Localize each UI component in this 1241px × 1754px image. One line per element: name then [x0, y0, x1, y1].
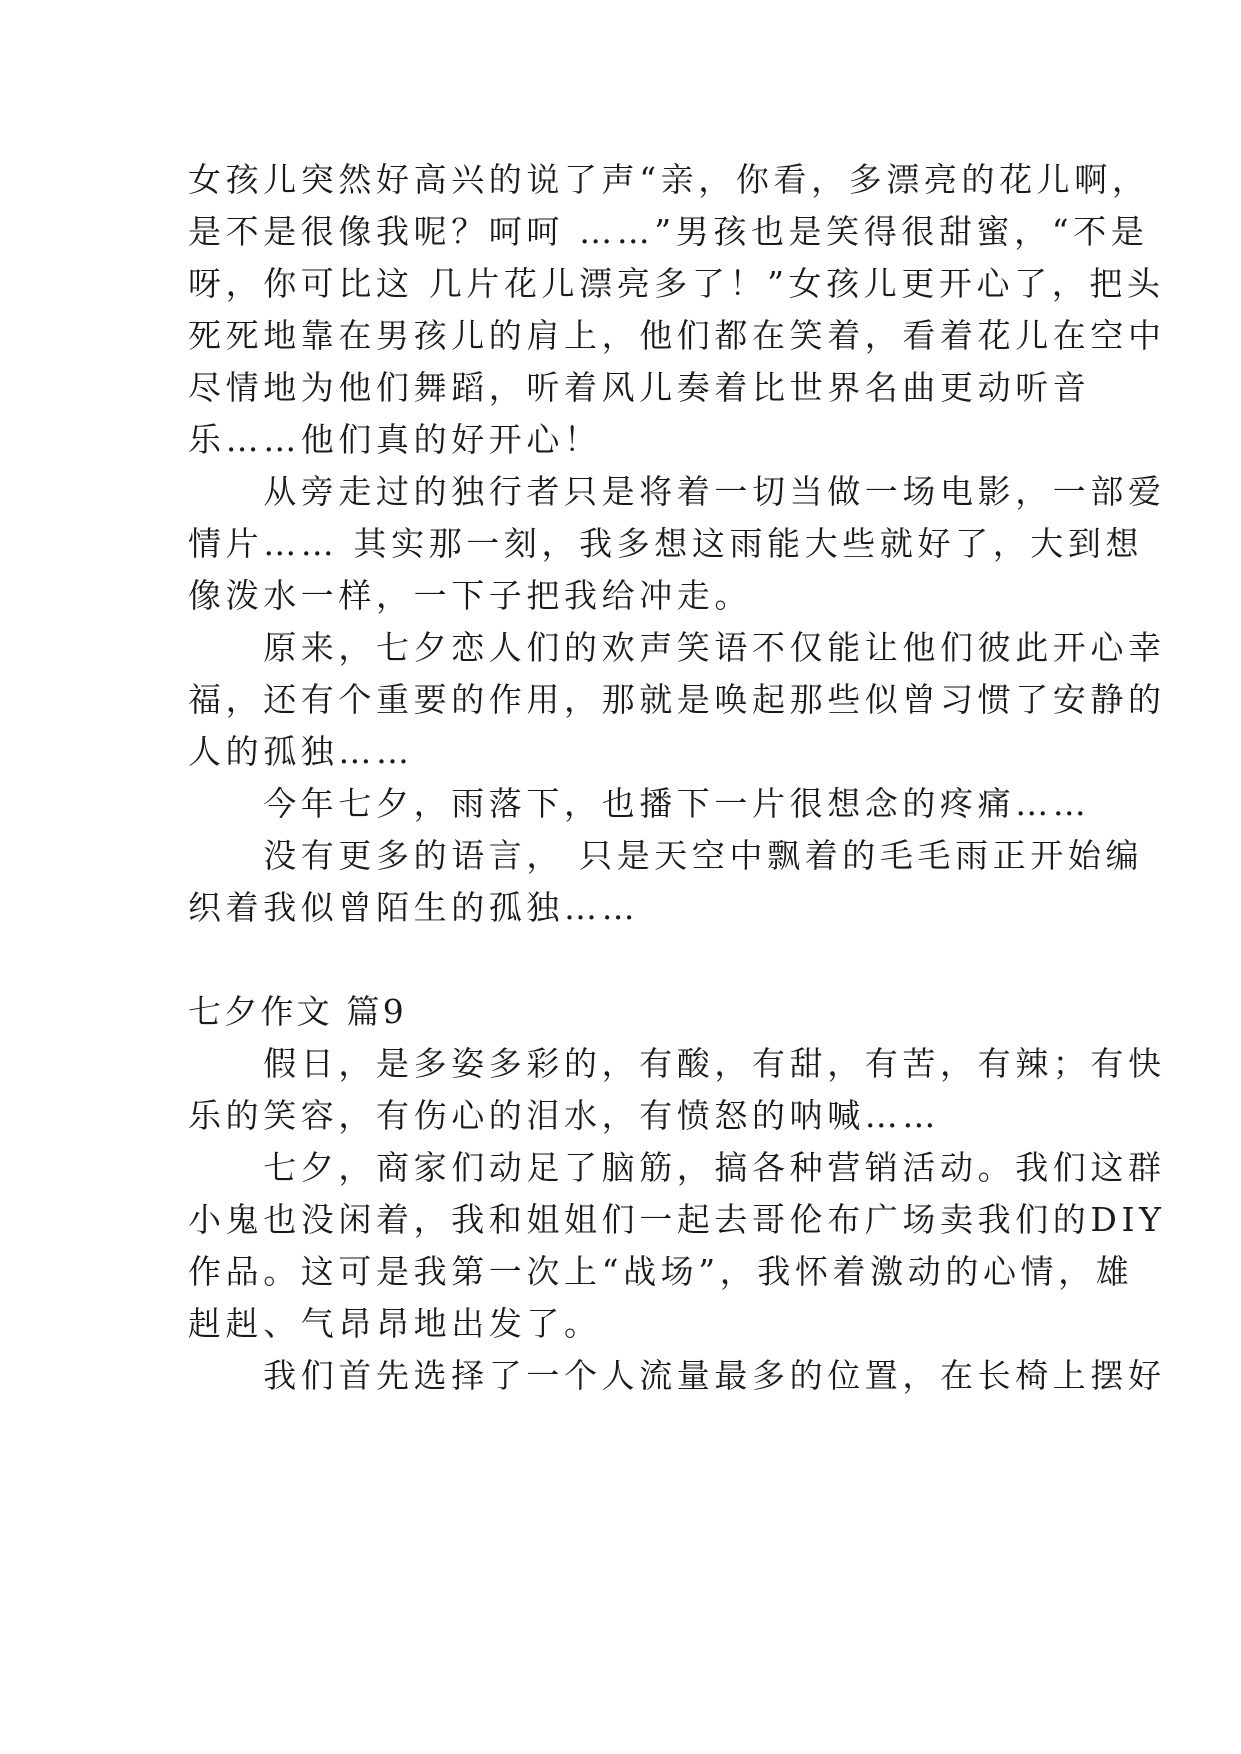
text-line: 小鬼也没闲着，我和姐姐们一起去哥伦布广场卖我们的DIY	[188, 1200, 1166, 1239]
text-line: 没有更多的语言， 只是天空中飘着的毛毛雨正开始编	[188, 836, 1144, 875]
section-heading: 七夕作文 篇9	[188, 992, 407, 1031]
text-line: 尽情地为他们舞蹈，听着风儿奏着比世界名曲更动听音	[188, 368, 1091, 407]
text-line: 假日，是多姿多彩的，有酸，有甜，有苦，有辣；有快	[188, 1044, 1166, 1083]
text-line: 织着我似曾陌生的孤独……	[188, 888, 640, 927]
text-line: 我们首先选择了一个人流量最多的位置，在长椅上摆好	[188, 1356, 1166, 1395]
text-line: 从旁走过的独行者只是将着一切当做一场电影，一部爱	[188, 472, 1166, 511]
text-line: 乐……他们真的好开心！	[188, 420, 602, 459]
text-line: 乐的笑容，有伤心的泪水，有愤怒的呐喊……	[188, 1096, 940, 1135]
text-line: 死死地靠在男孩儿的肩上，他们都在笑着，看着花儿在空中	[188, 316, 1166, 355]
text-line: 原来，七夕恋人们的欢声笑语不仅能让他们彼此开心幸	[188, 628, 1166, 667]
text-line: 呀，你可比这 几片花儿漂亮多了！”女孩儿更开心了，把头	[188, 264, 1165, 303]
text-line: 像泼水一样，一下子把我给冲走。	[188, 576, 752, 615]
text-line: 作品。这可是我第一次上“战场”，我怀着激动的心情，雄	[188, 1252, 1134, 1291]
text-line: 七夕，商家们动足了脑筋，搞各种营销活动。我们这群	[188, 1148, 1166, 1187]
text-line: 是不是很像我呢？呵呵 ……”男孩也是笑得很甜蜜，“不是	[188, 212, 1149, 251]
text-line: 人的孤独……	[188, 732, 414, 771]
text-line: 女孩儿突然好高兴的说了声“亲，你看，多漂亮的花儿啊，	[188, 160, 1150, 199]
text-line: 赳赳、气昂昂地出发了。	[188, 1304, 602, 1343]
text-line: 今年七夕，雨落下，也播下一片很想念的疼痛……	[188, 784, 1091, 823]
text-line: 情片…… 其实那一刻，我多想这雨能大些就好了，大到想	[188, 524, 1144, 563]
text-line: 福，还有个重要的作用，那就是唤起那些似曾习惯了安静的	[188, 680, 1166, 719]
